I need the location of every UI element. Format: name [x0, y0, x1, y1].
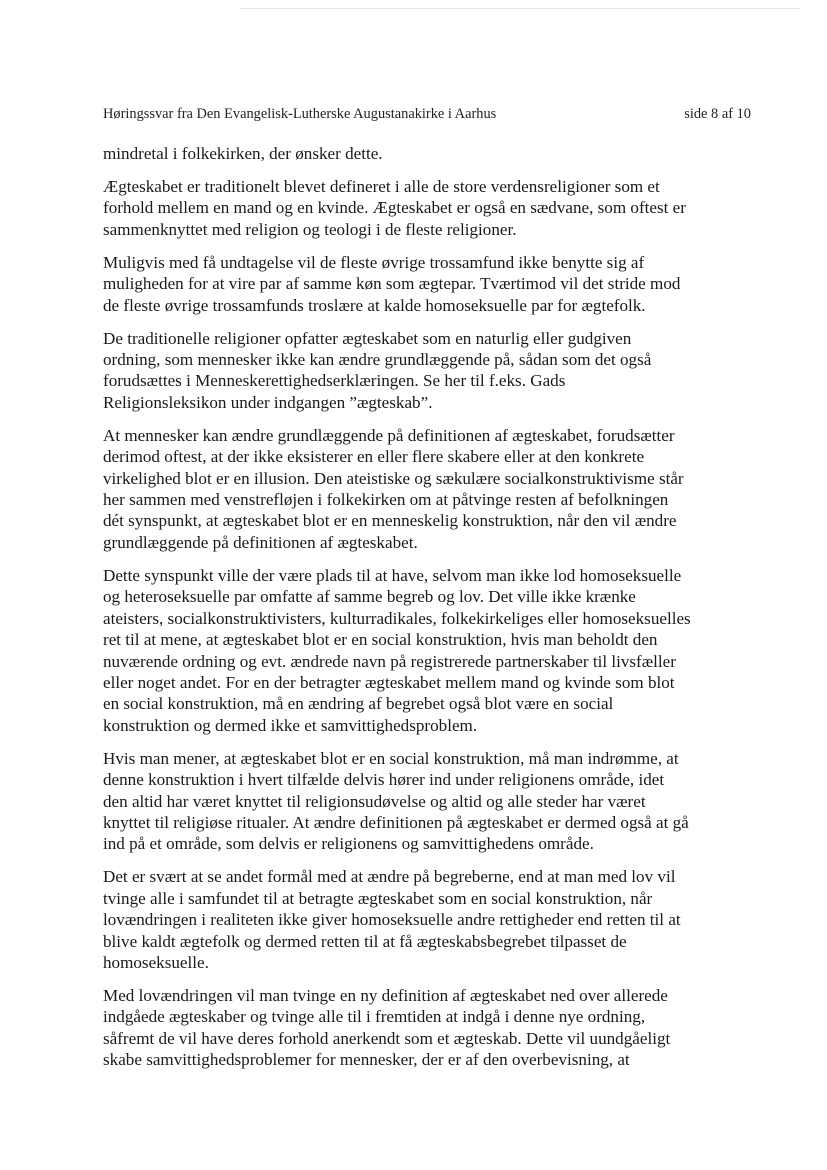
- text-line: homoseksuelle.: [103, 952, 209, 972]
- paragraph: [103, 866, 755, 973]
- text-line: de fleste øvrige trossamfunds troslære at kalde homoseksuelle par for ægtefolk.: [103, 295, 646, 315]
- paragraph: [103, 143, 755, 164]
- text-line: Hvis man mener, at ægteskabet blot er en social konstruktion, må man indrømme, at: [103, 748, 679, 768]
- text-line: At mennesker kan ændre grundlæggende på definitionen af ægteskabet, forudsætter: [103, 425, 675, 445]
- text-line: derimod oftest, at der ikke eksisterer en eller flere skabere eller at den konkrete: [103, 447, 645, 467]
- text-line: Med lovændringen vil man tvinge en ny definition af ægteskabet ned over allerede: [103, 985, 668, 1005]
- text-line: blive kaldt ægtefolk og dermed retten til at få ægteskabsbegrebet tilpasset de: [103, 931, 627, 951]
- text-line: lovændringen i realiteten ikke giver homoseksuelle andre rettigheder end retten til at: [103, 910, 681, 930]
- text-line: den altid har været knyttet til religionsudøvelse og altid og alle steder har været: [103, 791, 646, 811]
- body-text: [103, 143, 755, 1082]
- text-line: eller noget andet. For en der betragter ægteskabet mellem mand og kvinde som blot: [103, 672, 675, 692]
- text-line: Ægteskabet er traditionelt blevet defineret i alle de store verdensreligioner som et: [103, 177, 660, 196]
- text-line: skabe samvittighedsproblemer for mennesker, der er af den overbevisning, at: [103, 1050, 630, 1070]
- text-line: konstruktion og dermed ikke et samvittighedsproblem.: [103, 715, 478, 735]
- text-line: tvinge alle i samfundet til at betragte ægteskabet som en social konstruktion, når: [103, 888, 653, 908]
- text-line: ateisters, socialkonstruktivisters, kulturradikales, folkekirkeliges eller homoseksuelles: [103, 608, 691, 628]
- text-line: en social konstruktion, må en ændring af begrebet også blot være en social: [103, 694, 614, 714]
- paragraph: [103, 252, 755, 316]
- paragraph: [103, 176, 755, 240]
- text-line: ind på et område, som delvis er religionens og samvittighedens område.: [103, 834, 594, 854]
- header-title: Høringssvar fra Den Evangelisk-Lutherske Augustanakirke i Aarhus: [103, 106, 497, 122]
- text-line: såfremt de vil have deres forhold anerkendt som et ægteskab. Dette vil uundgåeligt: [103, 1028, 671, 1048]
- text-line: sammenknyttet med religion og teologi i de fleste religioner.: [103, 219, 517, 239]
- paragraph: [103, 748, 755, 855]
- text-line: nuværende ordning og evt. ændrede navn på registrerede partnerskaber til livsfæller: [103, 651, 676, 671]
- text-line: virkelighed blot er en illusion. Den ateistiske og sækulære socialkonstruktivisme står: [103, 468, 684, 488]
- text-line: Muligvis med få undtagelse vil de fleste øvrige trossamfund ikke benytte sig af: [103, 252, 645, 272]
- text-line: ordning, som mennesker ikke kan ændre grundlæggende på, sådan som det også: [103, 350, 652, 370]
- text-line: forudsættes i Menneskerettighedserklæringen. Se her til f.eks. Gads: [103, 371, 566, 391]
- text-line: De traditionelle religioner opfatter ægteskabet som en naturlig eller gudgiven: [103, 328, 632, 348]
- text-line: og heteroseksuelle par omfatte af samme begreb og lov. Det ville ikke krænke: [103, 587, 636, 607]
- text-line: forhold mellem en mand og en kvinde. Ægteskabet er også en sædvane, som oftest er: [103, 198, 686, 218]
- text-line: grundlæggende på definitionen af ægteskabet.: [103, 532, 418, 552]
- scan-edge-line: [240, 8, 800, 9]
- text-line: muligheden for at vire par af samme køn som ægtepar. Tværtimod vil det stride mod: [103, 274, 681, 294]
- paragraph: [103, 985, 755, 1071]
- text-line: knyttet til religiøse ritualer. At ændre definitionen på ægteskabet er dermed også at gå: [103, 812, 689, 832]
- text-line: denne konstruktion i hvert tilfælde delvis hører ind under religionens område, idet: [103, 770, 665, 790]
- paragraph: [103, 425, 755, 553]
- text-line: ret til at mene, at ægteskabet blot er en social konstruktion, hvis man beholdt den: [103, 630, 658, 650]
- text-line: mindretal i folkekirken, der ønsker dette.: [103, 144, 383, 163]
- text-line: Dette synspunkt ville der være plads til at have, selvom man ikke lod homoseksuelle: [103, 565, 682, 585]
- text-line: indgåede ægteskaber og tvinge alle til i fremtiden at indgå i denne nye ordning,: [103, 1007, 646, 1027]
- text-line: Det er svært at se andet formål med at ændre på begreberne, end at man med lov vil: [103, 867, 676, 887]
- paragraph: [103, 565, 755, 736]
- text-line: Religionsleksikon under indgangen ”ægteskab”.: [103, 392, 433, 412]
- text-line: her sammen med venstrefløjen i folkekirken om at påtvinge resten af befolkningen: [103, 490, 669, 510]
- paragraph: [103, 328, 755, 414]
- text-line: dét synspunkt, at ægteskabet blot er en menneskelig konstruktion, når den vil ændre: [103, 511, 677, 531]
- page-number: side 8 af 10: [684, 106, 751, 122]
